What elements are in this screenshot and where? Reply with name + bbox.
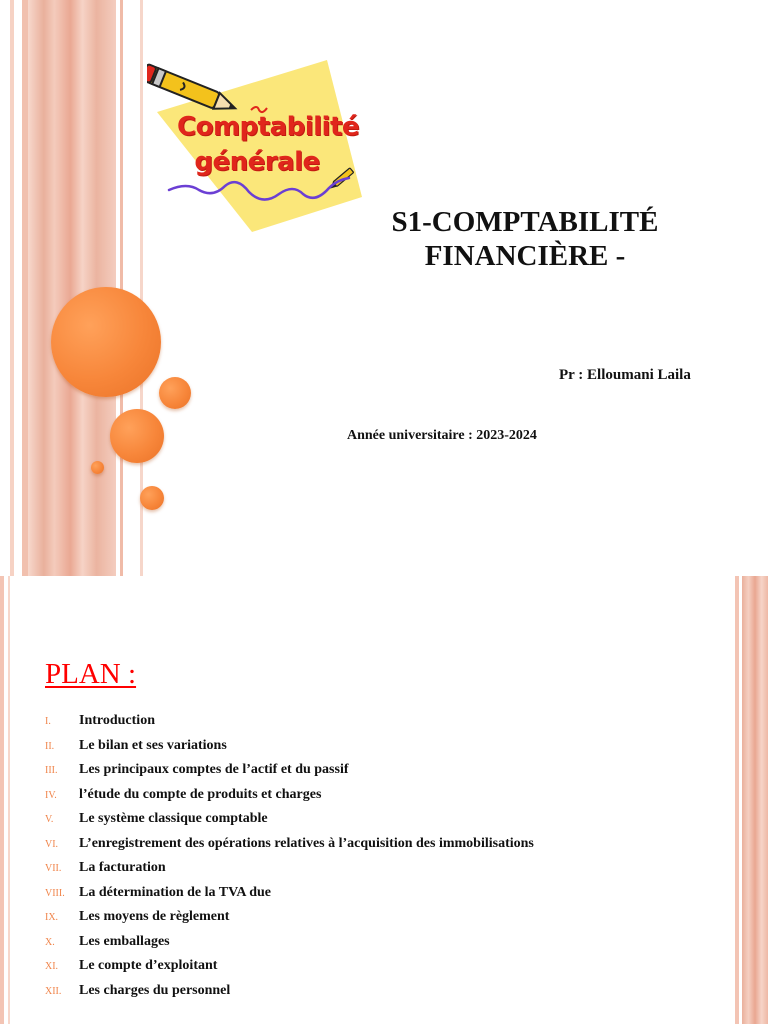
plan-item-label: Les emballages bbox=[79, 933, 170, 949]
plan-item-label: L’enregistrement des opérations relatives à l’acquisition des immobilisations bbox=[79, 835, 534, 851]
decor-circle bbox=[140, 486, 164, 510]
plan-item bbox=[45, 787, 534, 812]
plan-item-label: La détermination de la TVA due bbox=[79, 884, 272, 900]
logo-title-line2: générale bbox=[194, 147, 320, 177]
decor-stripe bbox=[8, 576, 10, 1024]
logo-title-line1: Comptabilité bbox=[177, 112, 360, 142]
comptabilite-generale-logo bbox=[147, 52, 367, 234]
plan-item-label: Les moyens de règlement bbox=[79, 909, 230, 924]
plan-item bbox=[45, 885, 534, 910]
logo-illustration bbox=[147, 52, 367, 234]
plan-item bbox=[45, 713, 534, 738]
plan-item bbox=[45, 836, 534, 861]
plan-item-number: XII. bbox=[45, 985, 62, 997]
plan-item-number: V. bbox=[45, 814, 54, 825]
decor-circle bbox=[110, 409, 164, 463]
plan-item-label: Le compte d’exploitant bbox=[79, 958, 218, 973]
academic-year: Année universitaire : 2023-2024 bbox=[347, 428, 537, 443]
plan-item bbox=[45, 983, 534, 1008]
plan-item bbox=[45, 738, 534, 763]
author-name: Pr : Elloumani Laila bbox=[559, 367, 691, 383]
plan-item-label: Introduction bbox=[79, 713, 155, 728]
plan-item-number: VI. bbox=[45, 838, 59, 850]
plan-item-number: X. bbox=[45, 936, 55, 948]
decor-circle bbox=[159, 377, 191, 409]
plan-item-label: Le bilan et ses variations bbox=[79, 737, 227, 753]
plan-item-label: Les principaux comptes de l’actif et du passif bbox=[79, 762, 349, 777]
plan-item-number: III. bbox=[45, 765, 58, 776]
plan-item-number: VII. bbox=[45, 863, 62, 874]
title-line-2: FINANCIÈRE - bbox=[424, 240, 626, 272]
plan-item-label: l’étude du compte de produits et charges bbox=[79, 786, 322, 802]
decor-stripe bbox=[742, 576, 768, 1024]
plan-item bbox=[45, 958, 534, 983]
plan-item-number: VIII. bbox=[45, 887, 65, 899]
plan-item-label: Les charges du personnel bbox=[79, 982, 231, 998]
plan-item-number: II. bbox=[45, 740, 55, 752]
plan-item-number: IV. bbox=[45, 789, 57, 801]
plan-item bbox=[45, 762, 534, 787]
plan-item-number: I. bbox=[45, 716, 51, 727]
plan-item-number: IX. bbox=[45, 912, 59, 923]
plan-list bbox=[45, 713, 534, 1007]
decor-stripe bbox=[735, 576, 739, 1024]
plan-item bbox=[45, 811, 534, 836]
plan-heading: PLAN : bbox=[45, 658, 137, 690]
decor-circle-small bbox=[91, 461, 104, 474]
plan-slide bbox=[0, 576, 768, 1024]
decor-stripe bbox=[10, 0, 14, 576]
decor-stripe bbox=[0, 576, 4, 1024]
plan-item-label: La facturation bbox=[79, 860, 166, 875]
plan-item-number: XI. bbox=[45, 961, 59, 972]
plan-item bbox=[45, 934, 534, 959]
plan-item-label: Le système classique comptable bbox=[79, 811, 268, 826]
plan-item bbox=[45, 909, 534, 934]
slide-title bbox=[360, 205, 690, 273]
plan-item bbox=[45, 860, 534, 885]
decor-circle-large bbox=[51, 287, 161, 397]
title-line-1: S1-COMPTABILITÉ bbox=[391, 206, 659, 238]
